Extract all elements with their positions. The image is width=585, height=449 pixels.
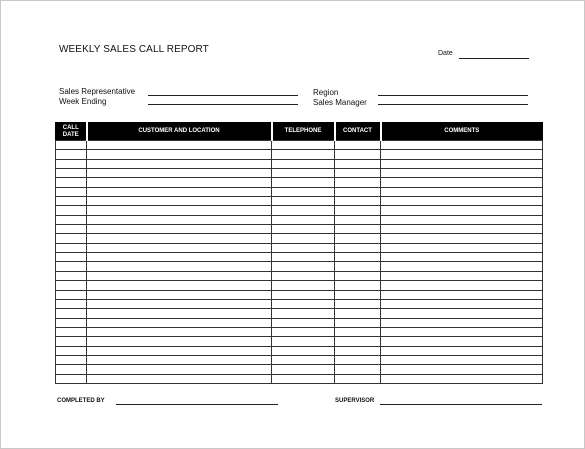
- cell-contact[interactable]: [335, 299, 381, 308]
- cell-customer-location[interactable]: [87, 150, 272, 159]
- cell-contact[interactable]: [335, 281, 381, 290]
- cell-contact[interactable]: [335, 159, 381, 168]
- report-title: WEEKLY SALES CALL REPORT: [59, 44, 209, 55]
- cell-customer-location[interactable]: [87, 318, 272, 327]
- cell-contact[interactable]: [335, 309, 381, 318]
- table-row: [56, 365, 543, 374]
- cell-telephone[interactable]: [272, 187, 335, 196]
- cell-call-date[interactable]: [56, 243, 87, 252]
- table-row: [56, 337, 543, 346]
- table-row: [56, 374, 543, 383]
- cell-comments[interactable]: [381, 346, 543, 355]
- cell-comments[interactable]: [381, 290, 543, 299]
- date-label: Date: [438, 50, 453, 57]
- cell-call-date[interactable]: [56, 187, 87, 196]
- date-field-line[interactable]: [459, 58, 529, 59]
- cell-telephone[interactable]: [272, 243, 335, 252]
- cell-telephone[interactable]: [272, 346, 335, 355]
- cell-contact[interactable]: [335, 215, 381, 224]
- sales-rep-field-line[interactable]: [148, 95, 298, 96]
- cell-customer-location[interactable]: [87, 346, 272, 355]
- cell-call-date[interactable]: [56, 215, 87, 224]
- cell-call-date[interactable]: [56, 141, 87, 150]
- cell-telephone[interactable]: [272, 290, 335, 299]
- cell-call-date[interactable]: [56, 271, 87, 280]
- cell-customer-location[interactable]: [87, 309, 272, 318]
- cell-call-date[interactable]: [56, 253, 87, 262]
- cell-customer-location[interactable]: [87, 355, 272, 364]
- table-row: [56, 215, 543, 224]
- cell-call-date[interactable]: [56, 159, 87, 168]
- header-contact: CONTACT: [335, 123, 381, 141]
- table-row: [56, 290, 543, 299]
- cell-telephone[interactable]: [272, 159, 335, 168]
- cell-contact[interactable]: [335, 243, 381, 252]
- cell-call-date[interactable]: [56, 299, 87, 308]
- cell-comments[interactable]: [381, 206, 543, 215]
- cell-customer-location[interactable]: [87, 197, 272, 206]
- cell-customer-location[interactable]: [87, 206, 272, 215]
- cell-comments[interactable]: [381, 215, 543, 224]
- table-row: [56, 197, 543, 206]
- cell-contact[interactable]: [335, 141, 381, 150]
- cell-customer-location[interactable]: [87, 253, 272, 262]
- cell-telephone[interactable]: [272, 253, 335, 262]
- cell-contact[interactable]: [335, 197, 381, 206]
- table-row: [56, 141, 543, 150]
- table-row: [56, 187, 543, 196]
- table-row: [56, 150, 543, 159]
- cell-customer-location[interactable]: [87, 234, 272, 243]
- table-row: [56, 318, 543, 327]
- cell-contact[interactable]: [335, 150, 381, 159]
- cell-contact[interactable]: [335, 169, 381, 178]
- cell-telephone[interactable]: [272, 337, 335, 346]
- cell-customer-location[interactable]: [87, 271, 272, 280]
- cell-customer-location[interactable]: [87, 281, 272, 290]
- table-row: [56, 206, 543, 215]
- cell-customer-location[interactable]: [87, 374, 272, 383]
- cell-comments[interactable]: [381, 262, 543, 271]
- cell-telephone[interactable]: [272, 271, 335, 280]
- week-ending-label: Week Ending: [59, 97, 107, 106]
- cell-comments[interactable]: [381, 355, 543, 364]
- cell-customer-location[interactable]: [87, 141, 272, 150]
- cell-telephone[interactable]: [272, 262, 335, 271]
- cell-customer-location[interactable]: [87, 215, 272, 224]
- table-row: [56, 234, 543, 243]
- cell-contact[interactable]: [335, 346, 381, 355]
- cell-call-date[interactable]: [56, 150, 87, 159]
- cell-contact[interactable]: [335, 234, 381, 243]
- table-row: [56, 159, 543, 168]
- cell-customer-location[interactable]: [87, 365, 272, 374]
- cell-comments[interactable]: [381, 197, 543, 206]
- cell-call-date[interactable]: [56, 225, 87, 234]
- cell-call-date[interactable]: [56, 337, 87, 346]
- table-header-row: [56, 123, 543, 141]
- cell-customer-location[interactable]: [87, 299, 272, 308]
- cell-comments[interactable]: [381, 234, 543, 243]
- header-customer-location: CUSTOMER AND LOCATION: [87, 123, 272, 141]
- cell-call-date[interactable]: [56, 365, 87, 374]
- sales-rep-label: Sales Representative: [59, 87, 136, 96]
- cell-call-date[interactable]: [56, 262, 87, 271]
- cell-customer-location[interactable]: [87, 243, 272, 252]
- cell-comments[interactable]: [381, 225, 543, 234]
- cell-customer-location[interactable]: [87, 169, 272, 178]
- header-call-date: [56, 123, 87, 141]
- cell-telephone[interactable]: [272, 169, 335, 178]
- cell-comments[interactable]: [381, 178, 543, 187]
- cell-call-date[interactable]: [56, 327, 87, 336]
- cell-contact[interactable]: [335, 355, 381, 364]
- cell-call-date[interactable]: [56, 281, 87, 290]
- cell-contact[interactable]: [335, 337, 381, 346]
- cell-comments[interactable]: [381, 243, 543, 252]
- cell-telephone[interactable]: [272, 309, 335, 318]
- cell-comments[interactable]: [381, 337, 543, 346]
- table-body: [56, 141, 543, 384]
- cell-customer-location[interactable]: [87, 225, 272, 234]
- cell-call-date[interactable]: [56, 309, 87, 318]
- sales-manager-field-line[interactable]: [378, 104, 528, 105]
- cell-telephone[interactable]: [272, 318, 335, 327]
- week-ending-field-line[interactable]: [148, 104, 298, 105]
- table-row: [56, 271, 543, 280]
- cell-comments[interactable]: [381, 271, 543, 280]
- cell-call-date[interactable]: [56, 290, 87, 299]
- cell-comments[interactable]: [381, 253, 543, 262]
- sales-manager-label: Sales Manager: [313, 98, 367, 107]
- cell-comments[interactable]: [381, 365, 543, 374]
- completed-by-field-line[interactable]: [116, 404, 278, 405]
- table-row: [56, 355, 543, 364]
- cell-comments[interactable]: [381, 327, 543, 336]
- cell-telephone[interactable]: [272, 215, 335, 224]
- cell-telephone[interactable]: [272, 327, 335, 336]
- cell-customer-location[interactable]: [87, 262, 272, 271]
- cell-comments[interactable]: [381, 281, 543, 290]
- cell-contact[interactable]: [335, 290, 381, 299]
- region-field-line[interactable]: [378, 95, 528, 96]
- header-comments: COMMENTS: [381, 123, 543, 141]
- cell-telephone[interactable]: [272, 281, 335, 290]
- cell-comments[interactable]: [381, 169, 543, 178]
- table-row: [56, 299, 543, 308]
- cell-customer-location[interactable]: [87, 327, 272, 336]
- table-row: [56, 178, 543, 187]
- cell-comments[interactable]: [381, 318, 543, 327]
- supervisor-field-line[interactable]: [380, 404, 542, 405]
- table-row: [56, 243, 543, 252]
- cell-comments[interactable]: [381, 187, 543, 196]
- table-row: [56, 327, 543, 336]
- cell-comments[interactable]: [381, 159, 543, 168]
- header-call-date-label: CALL DATE: [62, 124, 79, 138]
- header-telephone: TELEPHONE: [272, 123, 335, 141]
- cell-contact[interactable]: [335, 327, 381, 336]
- cell-contact[interactable]: [335, 365, 381, 374]
- cell-contact[interactable]: [335, 225, 381, 234]
- cell-contact[interactable]: [335, 271, 381, 280]
- cell-contact[interactable]: [335, 374, 381, 383]
- supervisor-label: SUPERVISOR: [335, 398, 375, 404]
- table-row: [56, 169, 543, 178]
- region-label: Region: [313, 88, 339, 97]
- cell-comments[interactable]: [381, 299, 543, 308]
- cell-customer-location[interactable]: [87, 159, 272, 168]
- cell-contact[interactable]: [335, 318, 381, 327]
- cell-call-date[interactable]: [56, 374, 87, 383]
- cell-telephone[interactable]: [272, 141, 335, 150]
- cell-customer-location[interactable]: [87, 187, 272, 196]
- cell-contact[interactable]: [335, 178, 381, 187]
- cell-contact[interactable]: [335, 253, 381, 262]
- cell-telephone[interactable]: [272, 365, 335, 374]
- cell-telephone[interactable]: [272, 150, 335, 159]
- cell-comments[interactable]: [381, 150, 543, 159]
- cell-comments[interactable]: [381, 141, 543, 150]
- table-row: [56, 253, 543, 262]
- table-row: [56, 281, 543, 290]
- cell-telephone[interactable]: [272, 374, 335, 383]
- cell-comments[interactable]: [381, 309, 543, 318]
- cell-telephone[interactable]: [272, 197, 335, 206]
- cell-telephone[interactable]: [272, 206, 335, 215]
- table-row: [56, 346, 543, 355]
- cell-telephone[interactable]: [272, 234, 335, 243]
- cell-customer-location[interactable]: [87, 178, 272, 187]
- cell-call-date[interactable]: [56, 178, 87, 187]
- cell-telephone[interactable]: [272, 299, 335, 308]
- cell-call-date[interactable]: [56, 206, 87, 215]
- cell-contact[interactable]: [335, 187, 381, 196]
- call-log-table: [55, 122, 543, 384]
- cell-call-date[interactable]: [56, 197, 87, 206]
- cell-customer-location[interactable]: [87, 290, 272, 299]
- cell-comments[interactable]: [381, 374, 543, 383]
- cell-telephone[interactable]: [272, 355, 335, 364]
- cell-telephone[interactable]: [272, 225, 335, 234]
- cell-telephone[interactable]: [272, 178, 335, 187]
- cell-call-date[interactable]: [56, 169, 87, 178]
- cell-customer-location[interactable]: [87, 337, 272, 346]
- table-row: [56, 309, 543, 318]
- cell-call-date[interactable]: [56, 318, 87, 327]
- cell-call-date[interactable]: [56, 234, 87, 243]
- table-row: [56, 225, 543, 234]
- cell-contact[interactable]: [335, 262, 381, 271]
- cell-call-date[interactable]: [56, 346, 87, 355]
- cell-call-date[interactable]: [56, 355, 87, 364]
- completed-by-label: COMPLETED BY: [57, 398, 105, 404]
- cell-contact[interactable]: [335, 206, 381, 215]
- table-row: [56, 262, 543, 271]
